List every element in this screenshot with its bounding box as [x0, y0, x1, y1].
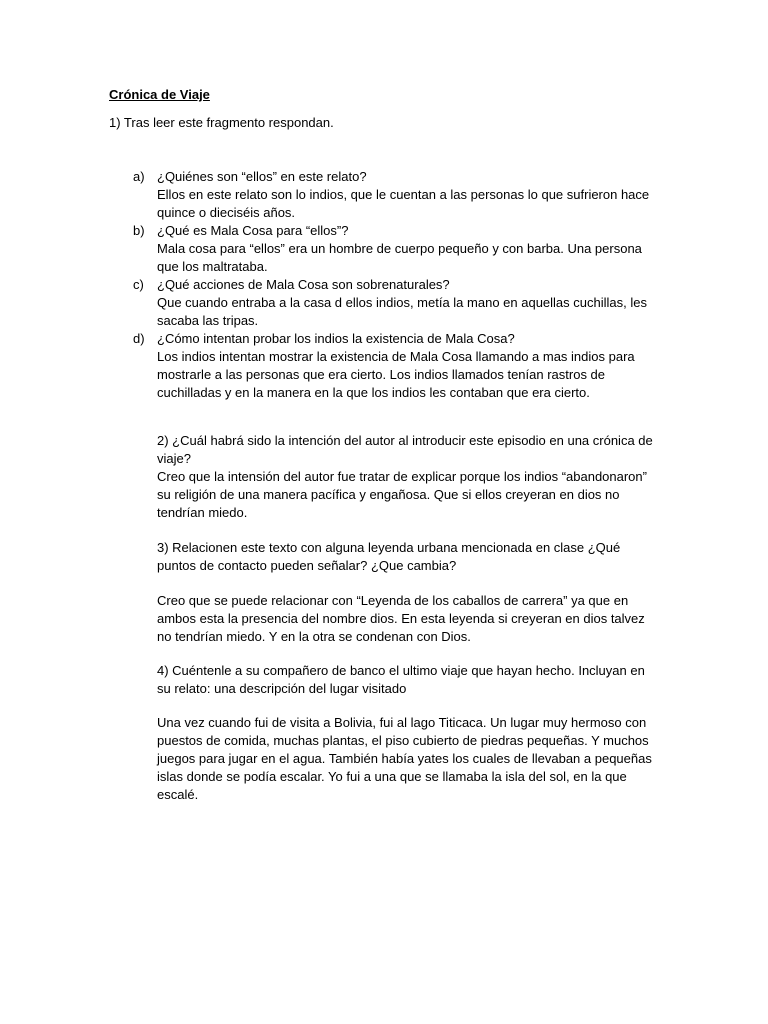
item-letter: a)	[133, 169, 145, 184]
question-4-text: 4) Cuéntenle a su compañero de banco el ultimo viaje que hayan hecho. Incluyan en su relato: una descripción del lugar visitado	[157, 663, 645, 696]
question-2	[157, 432, 657, 522]
list-item	[133, 222, 653, 276]
answer-2-text: Creo que la intensión del autor fue tratar de explicar porque los indios “abandonaron” su religión de una manera pacífica y engañosa. Que si ellos creyeran en dios no tendrían miedo.	[157, 469, 647, 520]
answer-3	[157, 592, 657, 646]
question-3-text: 3) Relacionen este texto con alguna leyenda urbana mencionada en clase ¿Qué puntos de contacto pueden señalar? ¿Que cambia?	[157, 540, 621, 573]
item-answer: Ellos en este relato son lo indios, que le cuentan a las personas lo que sufrieron hace quince o dieciséis años.	[157, 187, 650, 220]
question-3	[157, 539, 657, 575]
list-item	[133, 276, 653, 330]
item-question: ¿Qué acciones de Mala Cosa son sobrenaturales?	[157, 277, 450, 292]
item-letter: c)	[133, 277, 144, 292]
answer-3-text: Creo que se puede relacionar con “Leyenda de los caballos de carrera” ya que en ambos esta la presencia del nombre dios. En esta leyenda si creyeran en dios talvez no tendrían miedo. Y en la otra se condenan con Dios.	[157, 593, 645, 644]
answer-4	[157, 714, 657, 804]
question-2-text: 2) ¿Cuál habrá sido la intención del autor al introducir este episodio en una crónica de viaje?	[157, 433, 653, 466]
item-question: ¿Quiénes son “ellos” en este relato?	[157, 169, 367, 184]
list-item	[133, 330, 653, 402]
document-title: Crónica de Viaje	[109, 87, 210, 102]
question-list	[133, 168, 653, 402]
item-answer: Mala cosa para “ellos” era un hombre de cuerpo pequeño y con barba. Una persona que los maltrataba.	[157, 241, 642, 274]
item-letter: b)	[133, 223, 145, 238]
item-question: ¿Qué es Mala Cosa para “ellos”?	[157, 223, 349, 238]
item-letter: d)	[133, 331, 145, 346]
list-item	[133, 168, 653, 222]
item-question: ¿Cómo intentan probar los indios la existencia de Mala Cosa?	[157, 331, 515, 346]
item-answer: Los indios intentan mostrar la existencia de Mala Cosa llamando a mas indios para mostrarle a las personas que era cierto. Los indios llamados tenían rastros de cuchilladas y en la manera en la que los indios les contaban que era cierto.	[157, 349, 635, 400]
answer-4-text: Una vez cuando fui de visita a Bolivia, fui al lago Titicaca. Un lugar muy hermoso con puestos de comida, muchas plantas, el piso cubierto de piedras pequeñas. Y muchos juegos para jugar en el agua. También había yates los cuales de llevaban a pequeñas islas donde se podía escalar. Yo fui a una que se llamaba la isla del sol, en la que escalé.	[157, 715, 652, 802]
instruction-text: 1) Tras leer este fragmento respondan.	[109, 115, 334, 130]
question-4	[157, 662, 657, 698]
item-answer: Que cuando entraba a la casa d ellos indios, metía la mano en aquellas cuchillas, les sacaba las tripas.	[157, 295, 647, 328]
